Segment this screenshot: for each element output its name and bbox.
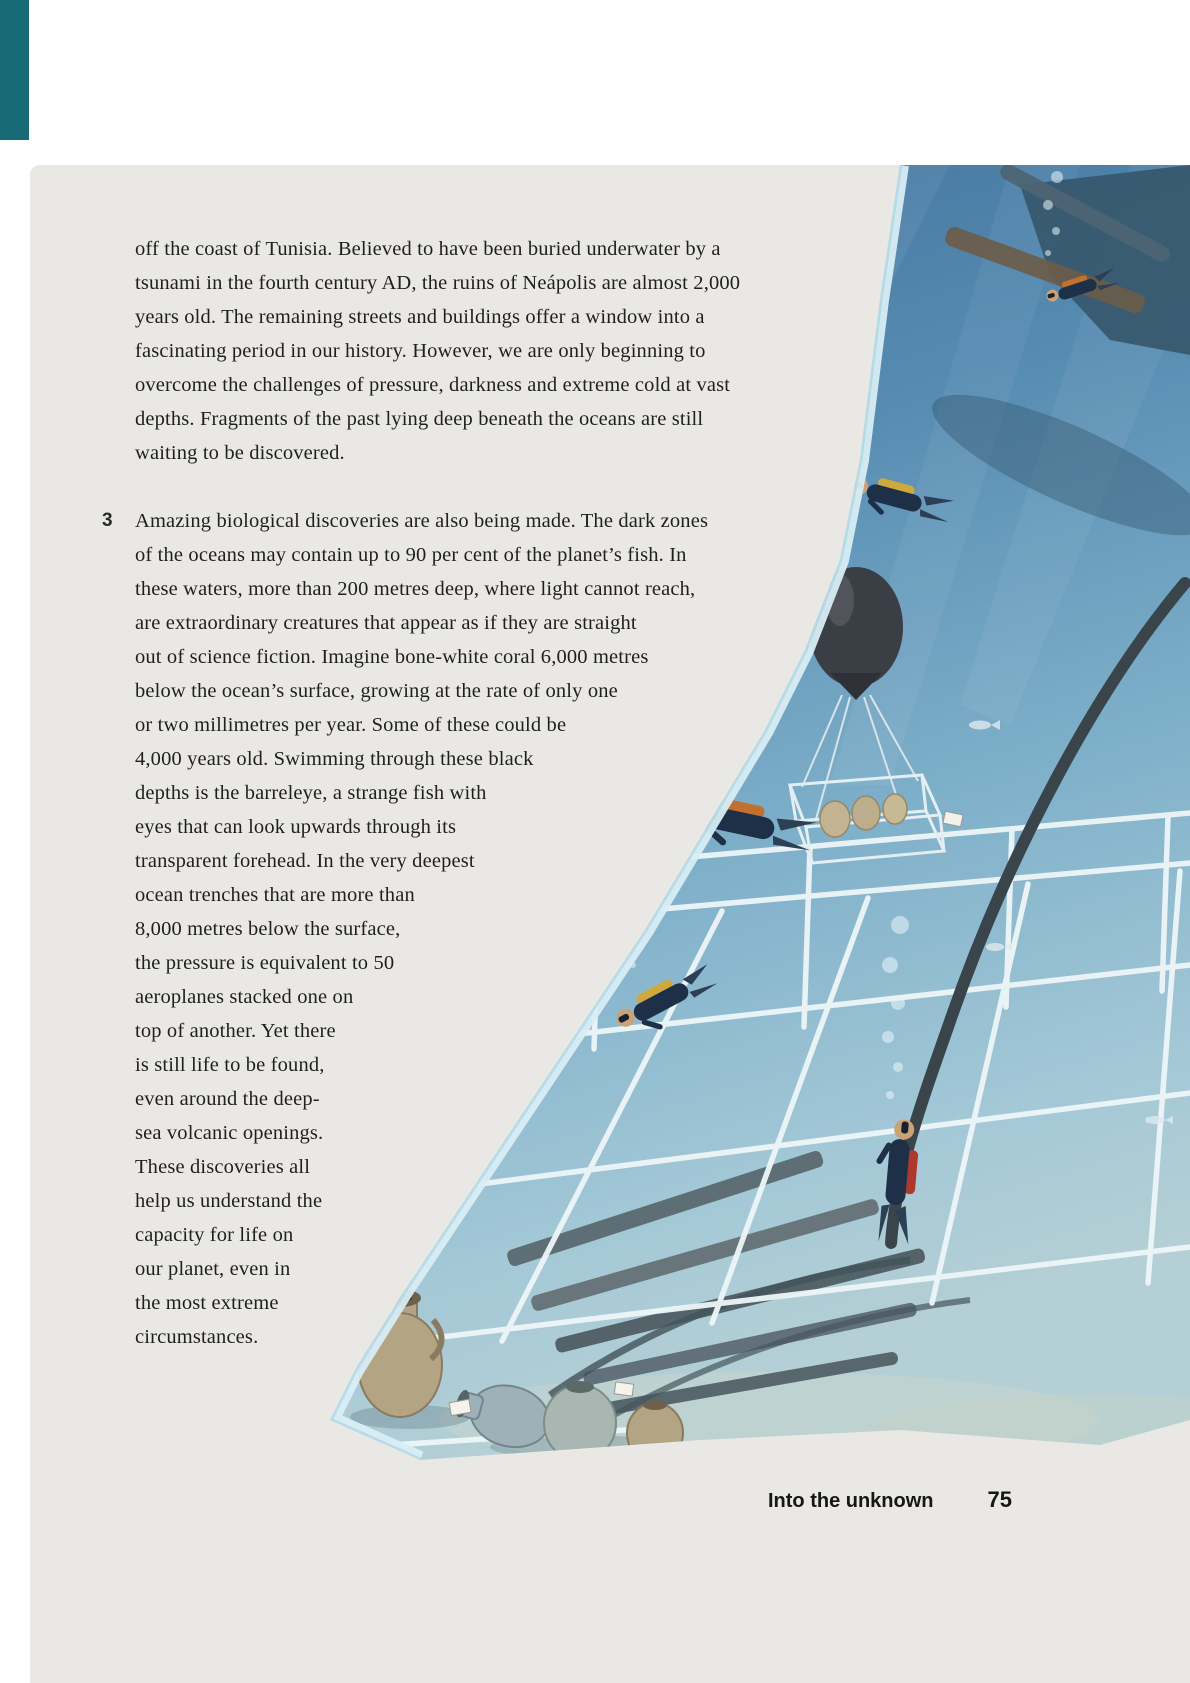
text-line: these waters, more than 200 metres deep, where light cannot reach, (135, 578, 696, 600)
text-line: of the oceans may contain up to 90 per cent of the planet’s fish. In (135, 544, 687, 566)
page-footer (768, 1487, 1012, 1513)
text-line: help us understand the (135, 1190, 323, 1212)
text-line: sea volcanic openings. (135, 1122, 324, 1144)
paragraph-gap (135, 470, 740, 504)
text-line: our planet, even in (135, 1258, 291, 1280)
text-line: off the coast of Tunisia. Believed to have been buried underwater by a (135, 238, 721, 260)
text-line: are extraordinary creatures that appear as if they are straight (135, 612, 637, 634)
paragraph-number: 3 (102, 510, 113, 531)
paragraph-continued (135, 232, 740, 470)
text-line: top of another. Yet there (135, 1020, 336, 1042)
text-line: out of science fiction. Imagine bone-white coral 6,000 metres (135, 646, 649, 668)
text-line: years old. The remaining streets and buildings offer a window into a (135, 306, 705, 328)
text-line: circumstances. (135, 1326, 259, 1348)
text-line: even around the deep- (135, 1088, 320, 1110)
text-line: Amazing biological discoveries are also being made. The dark zones (135, 510, 709, 532)
text-line: fascinating period in our history. However, we are only beginning to (135, 340, 706, 362)
label-tag (614, 1382, 633, 1396)
text-line: the pressure is equivalent to 50 (135, 952, 395, 974)
text-line: tsunami in the fourth century AD, the ruins of Neápolis are almost 2,000 (135, 272, 741, 294)
text-line: eyes that can look upwards through its (135, 816, 457, 838)
text-line: is still life to be found, (135, 1054, 325, 1076)
text-line: These discoveries all (135, 1156, 311, 1178)
label-tag (449, 1399, 471, 1415)
text-line: ocean trenches that are more than (135, 884, 415, 906)
spine-accent-bar (0, 0, 29, 140)
footer-page-number: 75 (987, 1487, 1012, 1512)
text-line: depths. Fragments of the past lying deep beneath the oceans are still (135, 408, 704, 430)
text-line: below the ocean’s surface, growing at the rate of only one (135, 680, 618, 702)
text-line: depths is the barreleye, a strange fish with (135, 782, 487, 804)
footer-section-title: Into the unknown (767, 1490, 934, 1512)
paragraph-3 (135, 504, 740, 1354)
text-line: 8,000 metres below the surface, (135, 918, 401, 940)
text-line: 4,000 years old. Swimming through these black (135, 748, 534, 770)
body-text (102, 232, 741, 1354)
text-line: waiting to be discovered. (135, 442, 345, 464)
text-line: transparent forehead. In the very deepest (135, 850, 475, 872)
text-line: aeroplanes stacked one on (135, 986, 354, 1008)
text-line: the most extreme (135, 1292, 279, 1314)
text-line: or two millimetres per year. Some of these could be (135, 714, 567, 736)
text-line: overcome the challenges of pressure, darkness and extreme cold at vast (135, 374, 731, 396)
text-line: capacity for life on (135, 1224, 294, 1246)
book-page (30, 165, 1190, 1683)
